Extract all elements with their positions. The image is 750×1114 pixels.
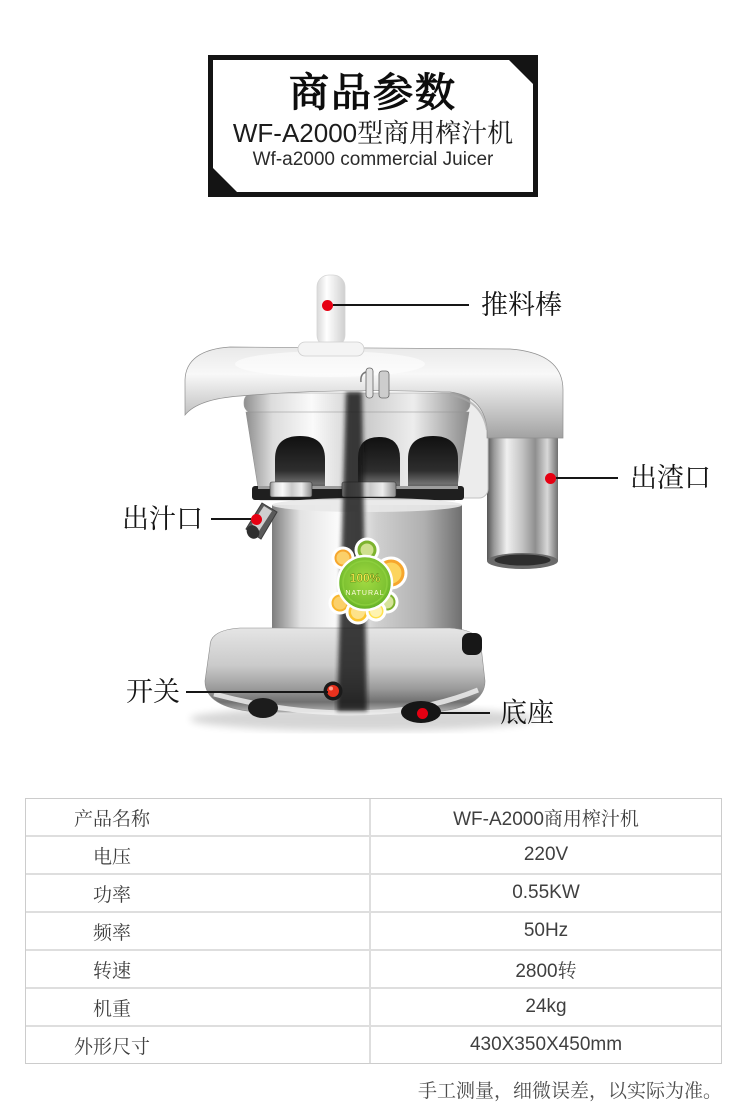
callout-power-switch [126,678,328,706]
spec-label-cell [26,837,371,873]
spec-row [26,835,721,873]
spec-label-text: 机重 [92,998,131,1020]
model-subtitle-en: Wf-a2000 commercial Juicer [252,149,494,170]
callout-line [211,518,251,520]
callout-dot [322,300,333,311]
spec-label-text: 频率 [92,922,131,944]
callout-line [186,691,328,693]
spec-label-text: 功率 [92,884,131,906]
spec-label-cell [26,1027,371,1063]
model-subtitle: WF-A2000型商用榨汁机 [232,118,514,148]
callout-base [417,699,554,727]
callout-juice-outlet [122,505,262,533]
spec-value-cell: 50Hz [523,920,569,941]
spec-value-cell: 2800转 [515,960,577,982]
spec-row [26,1025,721,1063]
callout-label: 出汁口 [122,504,203,534]
spec-value-cell: 24kg [525,996,567,1017]
callout-dot [545,473,556,484]
spec-row [26,949,721,987]
callout-line [333,304,469,306]
callout-label: 底座 [500,698,554,728]
callout-residue-outlet [545,464,711,492]
callout-label: 推料棒 [481,290,562,320]
spec-label-cell [26,875,371,911]
spec-label-cell [26,951,371,987]
corner-fold-top-right-icon [509,60,533,84]
spec-label-text: 产品名称 [73,808,150,830]
spec-label-cell [26,799,371,835]
spec-value-cell: 0.55KW [512,882,580,903]
spec-row [26,873,721,911]
callout-dot [251,514,262,525]
spec-value-cell: WF-A2000商用榨汁机 [453,808,639,830]
header-box [208,55,538,197]
spec-label-text: 电压 [92,846,131,868]
spec-row [26,911,721,949]
callout-dot [417,708,428,719]
badge-percent-text: 100% [349,571,381,585]
side-knob [462,633,482,655]
spec-row [26,799,721,835]
spec-label-cell [26,913,371,949]
callout-label: 出渣口 [630,463,711,493]
disclaimer-note: 手工测量，细微误差，以实际为准。 [417,1081,722,1102]
callout-label: 开关 [126,677,180,707]
corner-fold-bottom-left-icon [213,168,237,192]
spec-label-text: 转速 [92,960,131,982]
spec-value-cell: 220V [523,844,569,865]
spec-row [26,987,721,1025]
callout-push-rod [322,291,562,319]
spec-table [25,798,722,1064]
callout-line [556,477,618,479]
badge-natural-text: NATURAL [345,590,385,597]
spec-label-text: 外形尺寸 [73,1036,150,1058]
spec-label-cell [26,989,371,1025]
callout-line [428,712,490,714]
spec-value-cell: 430X350X450mm [469,1034,623,1055]
page-title: 商品参数 [289,71,457,115]
